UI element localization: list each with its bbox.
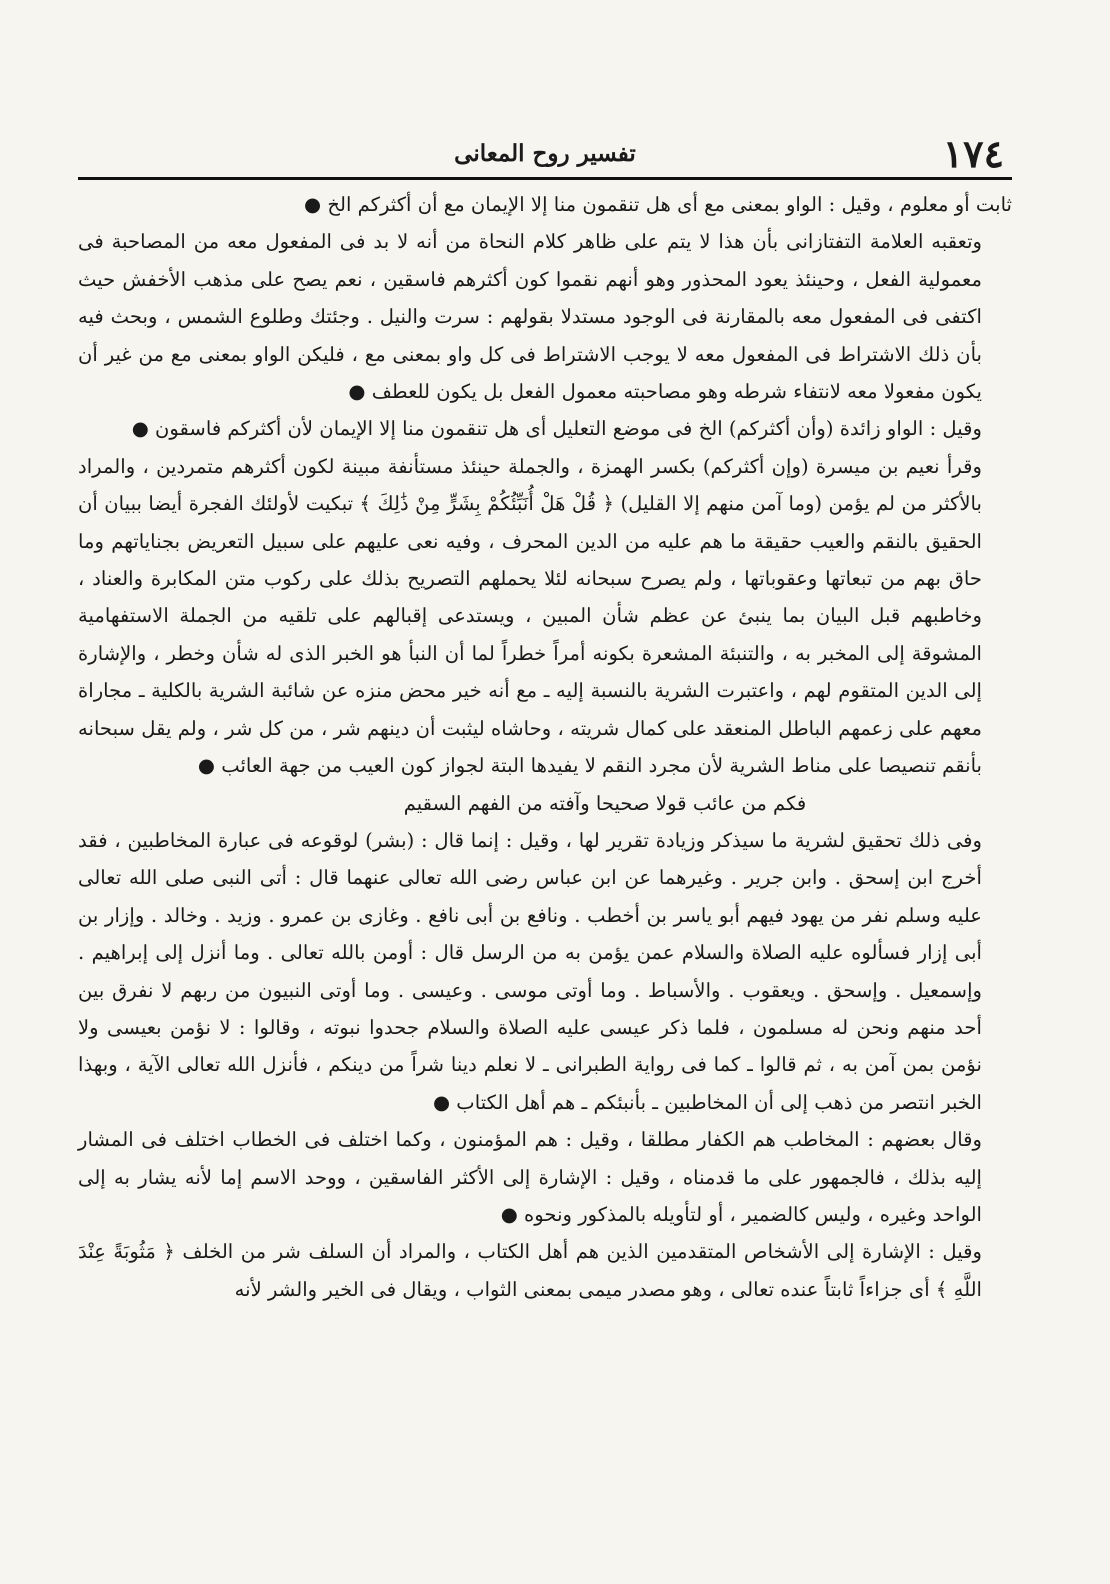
- paragraph: وقال بعضهم : المخاطب هم الكفار مطلقا ، وقيل : هم المؤمنون ، وكما اختلف فى الخطاب اختلف فى المشار إليه بذلك ، فالجمهور على ما قدمناه ، وقيل : الإشارة إلى الأكثر الفاسقين ، ووحد الاسم إما لأنه يشار به إلى الواحد وغيره ، وليس كالضمير ، أو لتأويله بالمذكور ونحوه ●: [78, 1128, 982, 1226]
- paragraph: وقرأ نعيم بن ميسرة (وإن أكثركم) بكسر الهمزة ، والجملة حينئذ مستأنفة مبينة لكون أكثرهم متمردين ، والمراد بالأكثر من لم يؤمن (وما آمن منهم إلا القليل) ﴿ قُلْ هَلْ أُنَبِّئُكُمْ بِشَرٍّ مِنْ ذَٰلِكَ ﴾ تبكيت لأولئك الفجرة أيضا ببيان أن الحقيق بالنقم والعيب حقيقة ما هم عليه من الدين المحرف ، وفيه نعى عليهم على سبيل التعريض بجناياتهم وما حاق بهم من تبعاتها وعقوباتها ، ولم يصرح سبحانه لئلا يحملهم التصريح بذلك على ركوب متن المكابرة والعناد ، وخاطبهم قبل البيان بما ينبئ عن عظم شأن المبين ، ويستدعى إقبالهم على تلقيه من الجملة الاستفهامية المشوقة إلى المخبر به ، والتنبئة المشعرة بكونه أمراً خطراً لما أن النبأ هو الخبر الذى له شأن وخطر ، والإشارة إلى الدين المتقوم لهم ، واعتبرت الشرية بالنسبة إليه ـ مع أنه خير محض منزه عن شائبة الشرية بالكلية ـ مجاراة معهم على زعمهم الباطل المنعقد على كمال شريته ، وحاشاه ليثبت أن دينهم شر ، من كل شر ، ولم يقل سبحانه بأنقم تنصيصا على مناط الشرية لأن مجرد النقم لا يفيدها البتة لجواز كون العيب من جهة العائب ●: [78, 454, 982, 778]
- paragraph: وفى ذلك تحقيق لشرية ما سيذكر وزيادة تقرير لها ، وقيل : إنما قال : (بشر) لوقوعه فى عبارة المخاطبين ، فقد أخرج ابن إسحق . وابن جرير . وغيرهما عن ابن عباس رضى الله تعالى عنهما قال : أتى النبى صلى الله تعالى عليه وسلم نفر من يهود فيهم أبو ياسر بن أخطب . ونافع بن أبى نافع . وغازى بن عمرو . وزيد . وخالد . وإزار بن أبى إزار فسألوه عليه الصلاة والسلام عمن يؤمن به من الرسل قال : أومن بالله تعالى . وما أنزل إلى إبراهيم . وإسمعيل . وإسحق . ويعقوب . والأسباط . وما أوتى موسى . وعيسى . وما أوتى النبيون من ربهم لا نفرق بين أحد منهم ونحن له مسلمون ، فلما ذكر عيسى عليه الصلاة والسلام جحدوا نبوته ، وقالوا : لا نؤمن بعيسى ولا نؤمن بمن آمن به ، ثم قالوا ـ كما فى رواية الطبرانى ـ لا نعلم دينا شراً من دينكم ، فأنزل الله تعالى الآية ، وبهذا الخبر انتصر من ذهب إلى أن المخاطبين ـ بأنبئكم ـ هم أهل الكتاب ●: [78, 828, 982, 1114]
- running-title: تفسير روح المعانى: [454, 140, 636, 167]
- page-number: ١٧٤: [942, 131, 1004, 176]
- poetry-verse: فكم من عائب قولا صحيحا وآفته من الفهم السقيم: [403, 791, 807, 815]
- body-text: [78, 186, 1012, 1308]
- page-header: [78, 128, 1012, 180]
- paragraph: وقيل : الإشارة إلى الأشخاص المتقدمين الذين هم أهل الكتاب ، والمراد أن السلف شر من الخلف ﴿ مَثُوبَةً عِنْدَ اللَّهِ ﴾ أى جزاءاً ثابتاً عنده تعالى ، وهو مصدر ميمى بمعنى الثواب ، ويقال فى الخير والشر لأنه: [78, 1240, 982, 1301]
- paragraph: ثابت أو معلوم ، وقيل : الواو بمعنى مع أى هل تنقمون منا إلا الإيمان مع أن أكثركم الخ ●: [304, 193, 1012, 216]
- paragraph: وقيل : الواو زائدة (وأن أكثركم) الخ فى موضع التعليل أى هل تنقمون منا إلا الإيمان لأن أكثركم فاسقون ●: [131, 417, 982, 441]
- paragraph: وتعقبه العلامة التفتازانى بأن هذا لا يتم على ظاهر كلام النحاة من أنه لا بد فى المفعول معه من المصاحبة فى معمولية الفعل ، وحينئذ يعود المحذور وهو أنهم نقموا كون أكثرهم فاسقين ، نعم يصح على مذهب الأخفش حيث اكتفى فى المفعول معه بالمقارنة فى الوجود مستدلا بقولهم : سرت والنيل . وجئتك وطلوع الشمس ، وبحث فيه بأن ذلك الاشتراط فى المفعول معه لا يوجب الاشتراط فى كل واو بمعنى مع ، فليكن الواو بمعنى مع من غير أن يكون مفعولا معه لانتفاء شرطه وهو مصاحبته معمول الفعل بل يكون للعطف ●: [78, 230, 982, 404]
